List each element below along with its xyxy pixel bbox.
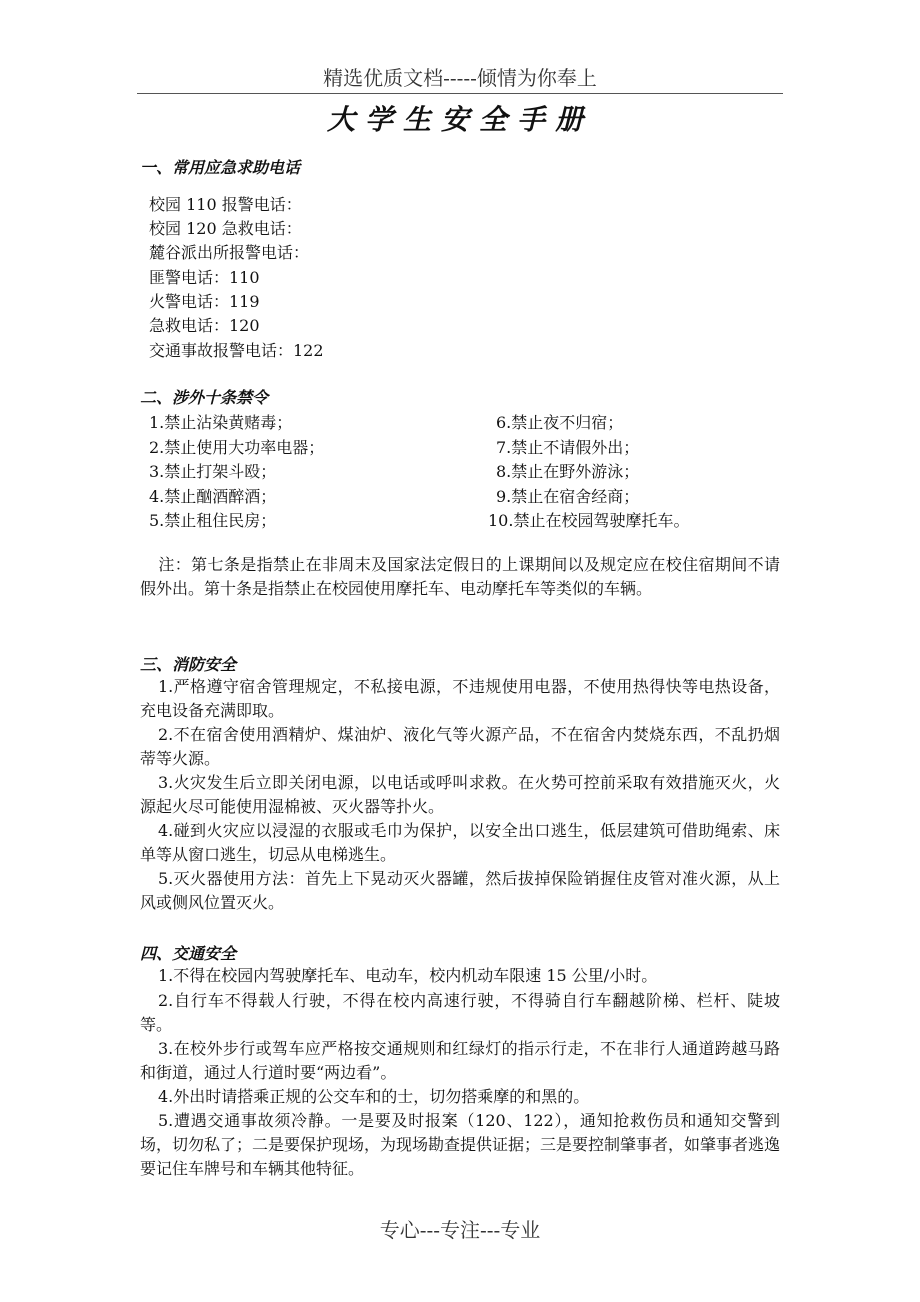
- section-heading-traffic-safety: 四、交通安全: [140, 944, 237, 963]
- prohibition-item: 2.禁止使用大功率电器；: [149, 438, 325, 457]
- section-heading-ten-prohibitions: 二、涉外十条禁令: [140, 388, 269, 407]
- fire-safety-item: [140, 867, 780, 915]
- section-heading-fire-safety: 三、消防安全: [140, 655, 237, 674]
- prohibition-item: 8.禁止在野外游泳；: [496, 462, 640, 481]
- traffic-safety-item-text: 4.外出时请搭乘正规的公交车和的士，切勿搭乘摩的和黑的。: [158, 1087, 590, 1106]
- traffic-safety-item-text: 3.在校外步行或驾车应严格按交通规则和红绿灯的指示行走，不在非行人通道跨越马路和街道，通过人行道时要“两边看”。: [140, 1039, 780, 1082]
- fire-safety-item: [140, 771, 780, 819]
- phone-line: 校园 120 急救电话：: [149, 219, 302, 238]
- fire-safety-item: [140, 723, 780, 771]
- section-heading-emergency-phones: 一、常用应急求助电话: [140, 158, 301, 177]
- fire-safety-item-text: 5.灭火器使用方法：首先上下晃动灭火器罐，然后拔掉保险销握住皮管对准火源，从上风或侧风位置灭火。: [140, 869, 780, 912]
- fire-safety-item-text: 4.碰到火灾应以浸湿的衣服或毛巾为保护，以安全出口逃生，低层建筑可借助绳索、床单等从窗口逃生，切忌从电梯逃生。: [140, 821, 780, 864]
- traffic-safety-item: [140, 1037, 780, 1085]
- phone-line: 匪警电话：110: [149, 268, 260, 287]
- fire-safety-item-text: 1.严格遵守宿舍管理规定，不私接电源，不违规使用电器，不使用热得快等电热设备，充电设备充满即取。: [140, 677, 780, 720]
- header-divider: [137, 93, 783, 94]
- traffic-safety-item: [140, 989, 780, 1037]
- prohibition-item: 9.禁止在宿舍经商；: [496, 487, 640, 506]
- traffic-safety-item: [140, 1109, 780, 1181]
- prohibitions-note: [140, 553, 780, 601]
- fire-safety-item-text: 2.不在宿舍使用酒精炉、煤油炉、液化气等火源产品，不在宿舍内焚烧东西，不乱扔烟蒂等火源。: [140, 725, 780, 768]
- fire-safety-item: [140, 819, 780, 867]
- prohibition-item: 4.禁止酗酒醉酒；: [149, 487, 277, 506]
- prohibition-item: 5.禁止租住民房；: [149, 511, 277, 530]
- fire-safety-item-text: 3.火灾发生后立即关闭电源，以电话或呼叫求救。在火势可控前采取有效措施灭火，火源起火尽可能使用湿棉被、灭火器等扑火。: [140, 773, 780, 816]
- phone-line: 麓谷派出所报警电话：: [149, 243, 310, 262]
- page-header: 精选优质文档-----倾情为你奉上: [323, 66, 597, 90]
- page-footer: 专心---专注---专业: [379, 1218, 541, 1242]
- traffic-safety-item-text: 5.遭遇交通事故须冷静。一是要及时报案（120、122），通知抢救伤员和通知交警到场，切勿私了；二是要保护现场，为现场勘查提供证据；三是要控制肇事者，如肇事者逃逸要记住车牌号和车辆其他特征。: [140, 1111, 781, 1178]
- phone-line: 火警电话：119: [149, 292, 260, 311]
- prohibition-item: 6.禁止夜不归宿；: [496, 413, 624, 432]
- phone-line: 急救电话：120: [149, 316, 260, 335]
- prohibition-item: 3.禁止打架斗殴；: [149, 462, 277, 481]
- prohibition-item: 10.禁止在校园驾驶摩托车。: [488, 511, 690, 530]
- traffic-safety-item: [140, 964, 780, 988]
- traffic-safety-item-text: 2.自行车不得载人行驶，不得在校内高速行驶，不得骑自行车翻越阶梯、栏杆、陡坡等。: [140, 991, 780, 1034]
- traffic-safety-item-text: 1.不得在校园内驾驶摩托车、电动车，校内机动车限速 15 公里/小时。: [158, 966, 658, 985]
- prohibition-item: 7.禁止不请假外出；: [496, 438, 640, 457]
- phone-line: 校园 110 报警电话：: [149, 195, 302, 214]
- prohibition-item: 1.禁止沾染黄赌毒；: [149, 413, 293, 432]
- document-title: 大学生安全手册: [326, 103, 593, 136]
- prohibitions-note-text: 注：第七条是指禁止在非周末及国家法定假日的上课期间以及规定应在校住宿期间不请假外出。第十条是指禁止在校园使用摩托车、电动摩托车等类似的车辆。: [140, 555, 780, 598]
- traffic-safety-item: [140, 1085, 780, 1109]
- fire-safety-item: [140, 675, 780, 723]
- phone-line: 交通事故报警电话：122: [149, 341, 324, 360]
